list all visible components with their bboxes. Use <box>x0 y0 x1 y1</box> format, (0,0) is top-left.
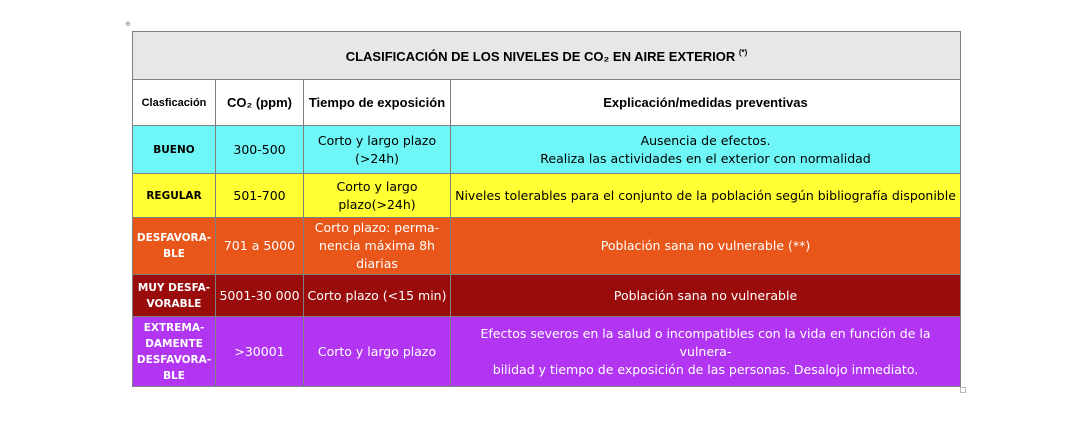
category-cell <box>133 218 216 275</box>
explanation-line: Realiza las actividades en el exterior con normalidad <box>540 150 871 166</box>
category-cell <box>133 275 216 317</box>
table-row-desfavorable <box>133 218 961 275</box>
co2-cell: 501-700 <box>216 174 304 218</box>
header-tiempo: Tiempo de exposición <box>304 80 451 126</box>
explanation-line: bilidad y tiempo de exposición de las personas. Desalojo inmediato. <box>492 361 919 377</box>
exposure-cell <box>304 218 451 275</box>
explanation-cell <box>451 174 961 218</box>
co2-cell: 5001-30 000 <box>216 275 304 317</box>
co2-cell: 300-500 <box>216 126 304 174</box>
header-clasificacion: Clasficación <box>133 80 216 126</box>
category-cell <box>133 174 216 218</box>
table-title <box>133 32 961 80</box>
co2-classification-table <box>132 31 961 387</box>
category-line: DAMENTE <box>145 337 203 350</box>
category-cell <box>133 126 216 174</box>
category-line: BLE <box>163 369 185 382</box>
exposure-clip <box>307 178 447 214</box>
exposure-line: Corto y largo plazo <box>317 132 437 148</box>
header-co2: CO₂ (ppm) <box>216 80 304 126</box>
category-line: REGULAR <box>146 189 202 202</box>
header-explicacion: Explicación/medidas preventivas <box>451 80 961 126</box>
explanation-cell <box>451 218 961 275</box>
table-row-muy-desfavorable <box>133 275 961 317</box>
explanation-line: Población sana no vulnerable (**) <box>600 238 811 253</box>
category-line: EXTREMA- <box>143 321 205 334</box>
category-line: MUY DESFA- <box>137 281 211 294</box>
table-header-row <box>133 80 961 126</box>
category-line: DESFAVORA- <box>136 353 212 366</box>
exposure-line: plazo(>24h) <box>338 196 416 212</box>
table-title-row <box>133 32 961 80</box>
table-resize-handle[interactable] <box>960 387 966 393</box>
exposure-line: nencia máxima 8h <box>319 238 435 253</box>
exposure-cell <box>304 126 451 174</box>
explanation-line: Ausencia de efectos. <box>640 132 771 148</box>
category-line: BUENO <box>153 143 195 156</box>
co2-cell: >30001 <box>216 317 304 387</box>
exposure-cell <box>304 174 451 218</box>
exposure-line: (>24h) <box>354 150 400 166</box>
exposure-cell <box>304 275 451 317</box>
category-cell <box>133 317 216 387</box>
exposure-cell <box>304 317 451 387</box>
co2-cell: 701 a 5000 <box>216 218 304 275</box>
explanation-cell <box>451 275 961 317</box>
exposure-line: Corto y largo <box>336 178 418 194</box>
explanation-cell <box>451 126 961 174</box>
category-line: DESFAVORA- <box>136 232 212 244</box>
table-title-footnote: (*) <box>738 47 748 57</box>
explanation-cell <box>451 317 961 387</box>
exposure-line: Corto y largo plazo <box>317 343 437 359</box>
table-row-regular <box>133 174 961 218</box>
explanation-line: Población sana no vulnerable <box>613 287 798 303</box>
table-row-bueno <box>133 126 961 174</box>
table-title-text: CLASIFICACIÓN DE LOS NIVELES DE CO₂ EN AIRE EXTERIOR <box>345 48 736 64</box>
explanation-line: Efectos severos en la salud o incompatibles con la vida en función de la vulnera- <box>480 325 931 359</box>
exposure-line: Corto plazo: perma- <box>314 220 440 235</box>
table-anchor-icon[interactable]: ⊕ <box>125 21 131 28</box>
explanation-line: Niveles tolerables para el conjunto de la población según bibliografía disponible <box>455 187 956 203</box>
table-row-extremadamente-desfavorable <box>133 317 961 387</box>
category-line: VORABLE <box>146 297 202 310</box>
category-line: BLE <box>163 248 185 260</box>
exposure-line: diarias <box>356 256 398 271</box>
exposure-line: Corto plazo (<15 min) <box>307 287 447 303</box>
